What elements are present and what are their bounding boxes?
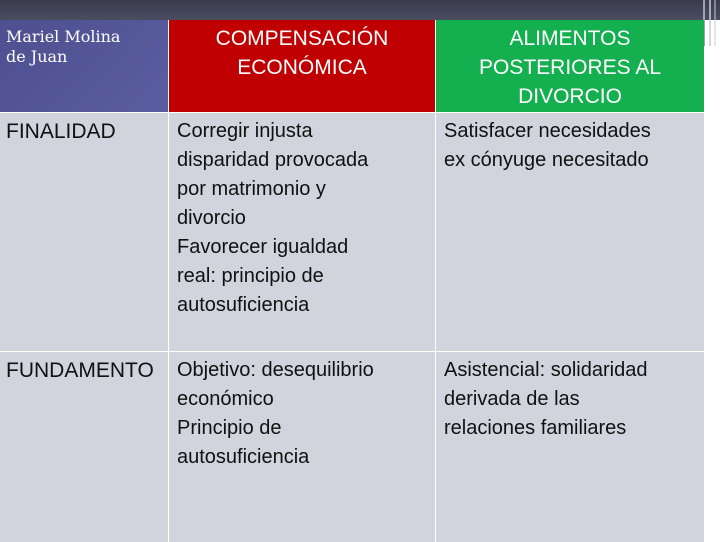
cell-line: por matrimonio y	[177, 178, 326, 200]
cell-line: Corregir injusta	[177, 120, 313, 142]
comparison-table	[0, 20, 702, 540]
cell-line: ex cónyuge necesitado	[444, 149, 649, 171]
finalidad-compensacion-cell	[169, 113, 435, 351]
slide-top-bar	[0, 0, 720, 20]
header-line: COMPENSACIÓN	[215, 27, 389, 50]
cell-line: relaciones familiares	[444, 417, 627, 439]
cell-line: divorcio	[177, 207, 246, 229]
fundamento-alimentos-cell	[436, 352, 704, 542]
cell-line: económico	[177, 388, 274, 410]
fundamento-compensacion-cell	[169, 352, 435, 542]
header-compensacion	[169, 20, 435, 112]
header-line: ALIMENTOS	[509, 27, 631, 50]
cell-line: Principio de	[177, 417, 282, 439]
cell-line: real: principio de	[177, 265, 324, 287]
cell-line: Satisfacer necesidades	[444, 120, 651, 142]
cell-line: disparidad provocada	[177, 149, 369, 171]
author-line: Mariel Molina	[6, 27, 121, 46]
author-cell	[0, 20, 168, 112]
cell-line: Asistencial: solidaridad	[444, 359, 648, 381]
header-line: ECONÓMICA	[237, 56, 367, 79]
cell-line: derivada de las	[444, 388, 580, 410]
header-line: POSTERIORES AL	[478, 56, 662, 79]
author-line: de Juan	[6, 47, 68, 66]
header-line: DIVORCIO	[518, 85, 622, 108]
cell-line: autosuficiencia	[177, 446, 310, 468]
row-label-fundamento: FUNDAMENTO	[0, 352, 168, 542]
cell-line: autosuficiencia	[177, 294, 310, 316]
cell-line: Objetivo: desequilibrio	[177, 359, 374, 381]
row-label-finalidad: FINALIDAD	[0, 113, 168, 351]
cell-line: Favorecer igualdad	[177, 236, 349, 258]
header-alimentos	[436, 20, 704, 112]
finalidad-alimentos-cell	[436, 113, 704, 351]
